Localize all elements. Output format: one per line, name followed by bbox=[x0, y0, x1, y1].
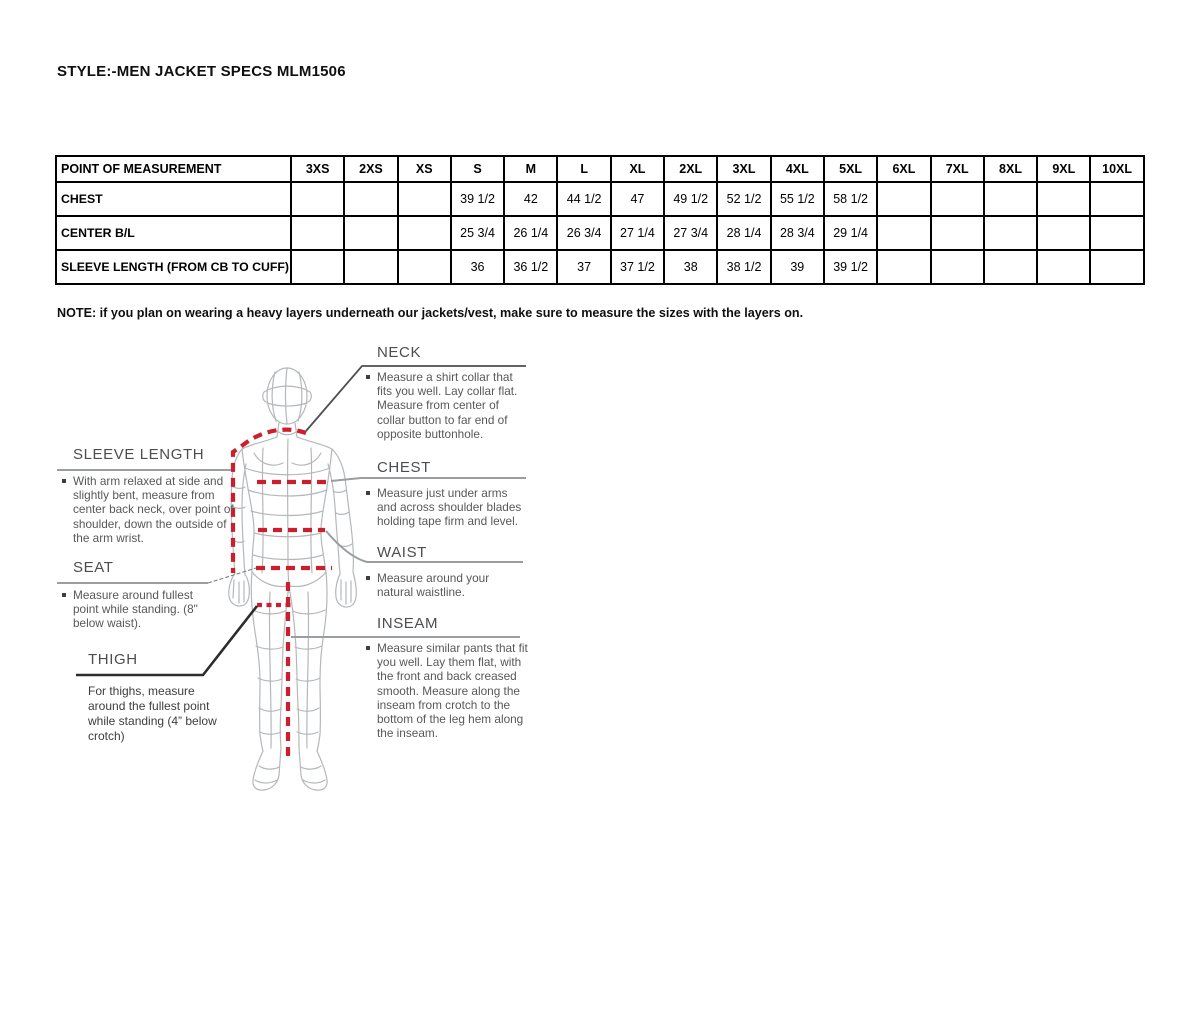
column-header-size: 3XS bbox=[291, 156, 344, 182]
size-value-cell bbox=[984, 216, 1037, 250]
size-value-cell bbox=[984, 250, 1037, 284]
thigh-instructions: For thighs, measure around the fullest point while standing (4” below crotch) bbox=[88, 684, 217, 743]
size-value-cell: 29 1/4 bbox=[824, 216, 877, 250]
row-label: CHEST bbox=[56, 182, 291, 216]
size-value-cell bbox=[931, 250, 984, 284]
size-value-cell bbox=[1037, 250, 1090, 284]
size-value-cell bbox=[291, 250, 344, 284]
square-bullet-icon bbox=[366, 375, 370, 379]
size-value-cell: 42 bbox=[504, 182, 557, 216]
size-value-cell: 37 bbox=[557, 250, 610, 284]
spec-row bbox=[56, 182, 1144, 216]
size-value-cell bbox=[877, 216, 930, 250]
size-value-cell: 36 bbox=[451, 250, 504, 284]
size-value-cell bbox=[1037, 216, 1090, 250]
size-value-cell: 58 1/2 bbox=[824, 182, 877, 216]
column-header-size: 5XL bbox=[824, 156, 877, 182]
neck-title: NECK bbox=[377, 344, 422, 361]
column-header-size: 3XL bbox=[717, 156, 770, 182]
size-value-cell: 39 1/2 bbox=[451, 182, 504, 216]
size-value-cell bbox=[398, 216, 451, 250]
chest-instructions: Measure just under arms and across shoulder blades holding tape firm and level. bbox=[377, 486, 522, 529]
size-table-header-row bbox=[56, 156, 1144, 182]
column-header-size: 2XL bbox=[664, 156, 717, 182]
size-value-cell: 39 bbox=[771, 250, 824, 284]
spec-row bbox=[56, 250, 1144, 284]
size-value-cell bbox=[291, 182, 344, 216]
mannequin-figure bbox=[229, 368, 357, 790]
waist-title: WAIST bbox=[377, 544, 427, 561]
size-value-cell bbox=[1090, 250, 1143, 284]
waist-instructions: Measure around your natural waistline. bbox=[377, 571, 490, 600]
square-bullet-icon bbox=[366, 576, 370, 580]
size-value-cell bbox=[877, 250, 930, 284]
column-header-size: S bbox=[451, 156, 504, 182]
chest-title: CHEST bbox=[377, 459, 431, 476]
thigh-section bbox=[76, 651, 234, 744]
column-header-point-of-measurement: POINT OF MEASUREMENT bbox=[56, 156, 291, 182]
size-value-cell bbox=[1090, 216, 1143, 250]
inseam-title: INSEAM bbox=[377, 615, 439, 632]
size-value-cell bbox=[931, 216, 984, 250]
chest-section bbox=[366, 459, 528, 529]
size-value-cell: 36 1/2 bbox=[504, 250, 557, 284]
size-value-cell bbox=[877, 182, 930, 216]
size-value-cell: 27 1/4 bbox=[611, 216, 664, 250]
column-header-size: 4XL bbox=[771, 156, 824, 182]
size-value-cell bbox=[344, 250, 397, 284]
sleeve-length-title: SLEEVE LENGTH bbox=[73, 446, 205, 463]
seat-title: SEAT bbox=[73, 559, 114, 576]
size-value-cell: 39 1/2 bbox=[824, 250, 877, 284]
size-value-cell bbox=[344, 216, 397, 250]
size-value-cell bbox=[931, 182, 984, 216]
column-header-size: 8XL bbox=[984, 156, 1037, 182]
inseam-section bbox=[366, 615, 530, 740]
size-value-cell: 28 1/4 bbox=[717, 216, 770, 250]
size-value-cell bbox=[344, 182, 397, 216]
size-value-cell: 52 1/2 bbox=[717, 182, 770, 216]
page-title: STYLE:-MEN JACKET SPECS MLM1506 bbox=[57, 63, 346, 80]
sleeve-length-measure-line bbox=[233, 430, 306, 573]
size-value-cell: 26 3/4 bbox=[557, 216, 610, 250]
square-bullet-icon bbox=[366, 646, 370, 650]
column-header-size: XL bbox=[611, 156, 664, 182]
size-value-cell: 37 1/2 bbox=[611, 250, 664, 284]
measurement-dash-lines bbox=[233, 430, 332, 757]
neck-section bbox=[366, 344, 528, 441]
sleeve-length-instructions: With arm relaxed at side and slightly bent, measure from center back neck, over point of shoulder, down the outside of the arm wrist. bbox=[73, 474, 234, 545]
size-value-cell: 44 1/2 bbox=[557, 182, 610, 216]
sleeve-length-section bbox=[62, 446, 234, 545]
column-header-size: XS bbox=[398, 156, 451, 182]
column-header-size: M bbox=[504, 156, 557, 182]
column-header-size: 7XL bbox=[931, 156, 984, 182]
size-value-cell: 38 1/2 bbox=[717, 250, 770, 284]
size-value-cell bbox=[1037, 182, 1090, 216]
size-value-cell: 26 1/4 bbox=[504, 216, 557, 250]
size-value-cell bbox=[291, 216, 344, 250]
row-label: CENTER B/L bbox=[56, 216, 291, 250]
seat-instructions: Measure around fullest point while standing. (8" below waist). bbox=[73, 588, 198, 631]
size-value-cell bbox=[398, 182, 451, 216]
size-value-cell: 38 bbox=[664, 250, 717, 284]
column-header-size: 2XS bbox=[344, 156, 397, 182]
column-header-size: 10XL bbox=[1090, 156, 1143, 182]
size-value-cell: 27 3/4 bbox=[664, 216, 717, 250]
row-label: SLEEVE LENGTH (FROM CB TO CUFF) bbox=[56, 250, 291, 284]
size-value-cell: 47 bbox=[611, 182, 664, 216]
size-value-cell bbox=[1090, 182, 1143, 216]
size-value-cell: 49 1/2 bbox=[664, 182, 717, 216]
seat-section bbox=[62, 559, 220, 631]
size-spec-table bbox=[55, 155, 1145, 285]
size-value-cell: 25 3/4 bbox=[451, 216, 504, 250]
square-bullet-icon bbox=[62, 479, 66, 483]
square-bullet-icon bbox=[62, 593, 66, 597]
thigh-title: THIGH bbox=[88, 651, 138, 668]
inseam-instructions: Measure similar pants that fit you well. Lay them flat, with the front and back creased smooth. Measure along the inseam from crotch to the bottom of the leg hem along the inseam. bbox=[377, 641, 528, 741]
size-value-cell: 28 3/4 bbox=[771, 216, 824, 250]
waist-section bbox=[366, 544, 528, 599]
neck-instructions: Measure a shirt collar that fits you well. Lay collar flat. Measure from center of collar button to far end of opposite buttonhole. bbox=[377, 370, 518, 441]
spec-row bbox=[56, 216, 1144, 250]
square-bullet-icon bbox=[366, 491, 370, 495]
column-header-size: L bbox=[557, 156, 610, 182]
note-text: NOTE: if you plan on wearing a heavy layers underneath our jackets/vest, make sure to measure the sizes with the layers on. bbox=[57, 306, 804, 320]
size-value-cell bbox=[398, 250, 451, 284]
size-value-cell bbox=[984, 182, 1037, 216]
size-value-cell: 55 1/2 bbox=[771, 182, 824, 216]
column-header-size: 9XL bbox=[1037, 156, 1090, 182]
column-header-size: 6XL bbox=[877, 156, 930, 182]
